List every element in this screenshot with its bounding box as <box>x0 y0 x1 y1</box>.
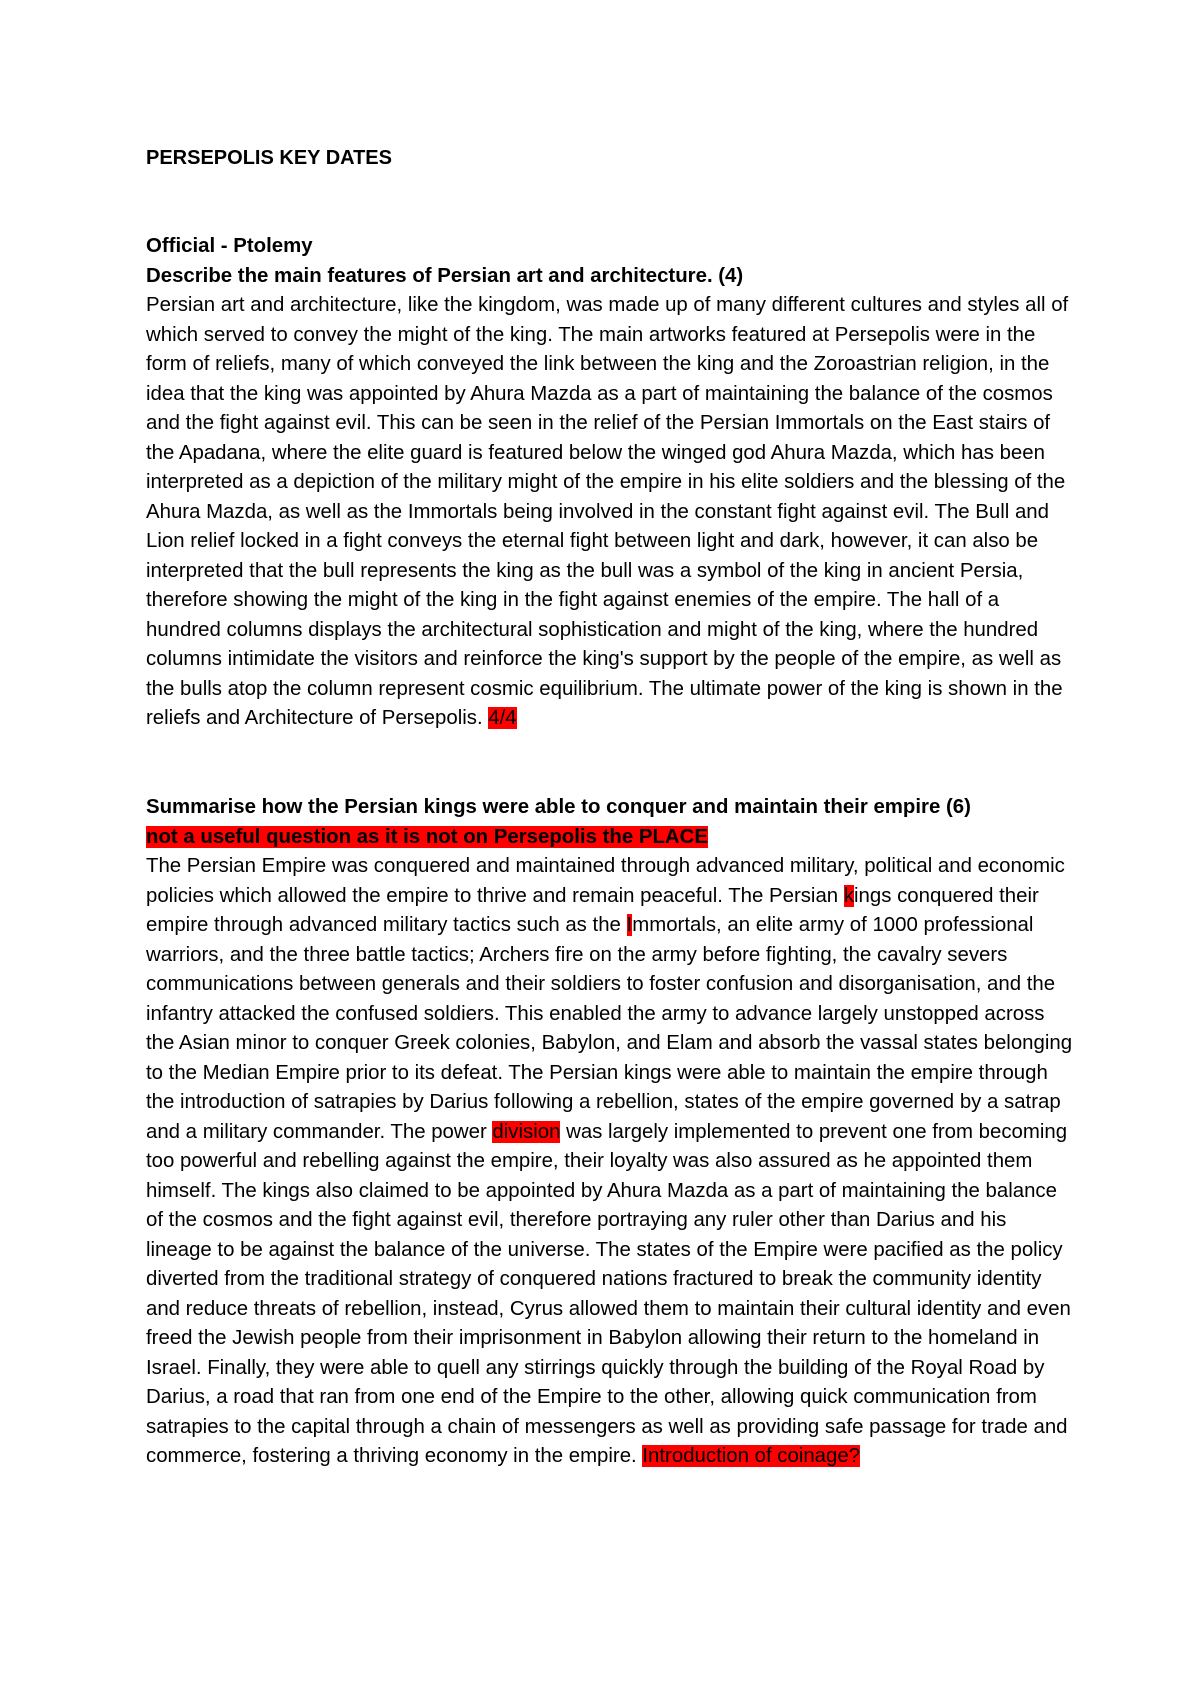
answer-text-part2: ings conquered their empire through advanced military tactics such as the <box>146 884 1039 936</box>
highlight-i: I <box>626 914 633 936</box>
mark-highlight: 4/4 <box>488 707 517 729</box>
highlight-division: division <box>492 1120 561 1143</box>
section-label: Official - Ptolemy <box>146 235 313 257</box>
document-page <box>146 0 1076 1694</box>
highlight-k: k <box>843 884 855 907</box>
answer-text-part4: was largely implemented to prevent one from becoming too powerful and rebelling against the empire, their loyalty was also assured as he appointed them himself. The kings also claimed to be appointed by Ahura Mazda as a part of maintaining the balance of the cosmos and the fight against evil, therefore portraying any ruler other than Darius and his lineage to be against the balance of the universe. The states of the Empire were pacified as the policy diverted from the traditional strategy of conquered nations fractured to break the community identity and reduce threats of rebellion, instead, Cyrus allowed them to maintain their cultural identity and even freed the Jewish people from their imprisonment in Babylon allowing their return to the homeland in Israel. Finally, they were able to quell any stirrings quickly through the building of the Royal Road by Darius, a road that ran from one end of the Empire to the other, allowing quick communication from satrapies to the capital through a chain of messengers as well as providing safe passage for trade and commerce, fostering a thriving economy in the empire. <box>146 1120 1071 1467</box>
teacher-comment <box>146 823 1076 853</box>
question-art-architecture: Describe the main features of Persian art and architecture. (4) <box>146 264 744 287</box>
comment-highlight: not a useful question as it is not on Persepolis the PLACE <box>146 825 708 848</box>
answer-art-architecture <box>146 291 1076 734</box>
answer-text: Persian art and architecture, like the kingdom, was made up of many different cultures and styles all of which served to convey the might of the king. The main artworks featured at Persepolis were in the form of reliefs, many of which conveyed the link between the king and the Zoroastrian religion, in the idea that the king was appointed by Ahura Mazda as a part of maintaining the balance of the cosmos and the fight against evil. This can be seen in the relief of the Persian Immortals on the East stairs of the Apadana, where the elite guard is featured below the winged god Ahura Mazda, which has been interpreted as a depiction of the military might of the empire in his elite soldiers and the blessing of the Ahura Mazda, as well as the Immortals being involved in the constant fight against evil. The Bull and Lion relief locked in a fight conveys the eternal fight between light and dark, however, it can also be interpreted that the bull represents the king as the bull was a symbol of the king in ancient Persia, therefore showing the might of the king in the fight against enemies of the empire. The hall of a hundred columns displays the architectural sophistication and might of the king, where the hundred columns intimidate the visitors and reinforce the king's support by the people of the empire, as well as the bulls atop the column represent cosmic equilibrium. The ultimate power of the king is shown in the reliefs and Architecture of Persepolis. <box>146 294 1069 729</box>
section-art-architecture <box>146 232 1076 734</box>
document-title: PERSEPOLIS KEY DATES <box>146 147 392 169</box>
answer-text-part3: mmortals, an elite army of 1000 professional warriors, and the three battle tactics; Archers fire on the army before fighting, the cavalry severs communications between generals and their soldiers to foster confusion and disorganisation, and the infantry attacked the confused soldiers. This enabled the army to advance largely unstopped across the Asian minor to conquer Greek colonies, Babylon, and Elam and absorb the vassal states belonging to the Median Empire prior to its defeat. The Persian kings were able to maintain the empire through the introduction of satrapies by Darius following a rebellion, states of the empire governed by a satrap and a military commander. The power <box>146 914 1073 1143</box>
highlight-coinage: Introduction of coinage? <box>642 1445 861 1467</box>
answer-text-part1: The Persian Empire was conquered and maintained through advanced military, political and economic policies which allowed the empire to thrive and remain peaceful. The Persian <box>146 855 1065 907</box>
answer-conquer-maintain <box>146 852 1076 1472</box>
section-conquer-maintain <box>146 793 1076 1472</box>
question-conquer-maintain: Summarise how the Persian kings were able to conquer and maintain their empire (6) <box>146 796 971 818</box>
